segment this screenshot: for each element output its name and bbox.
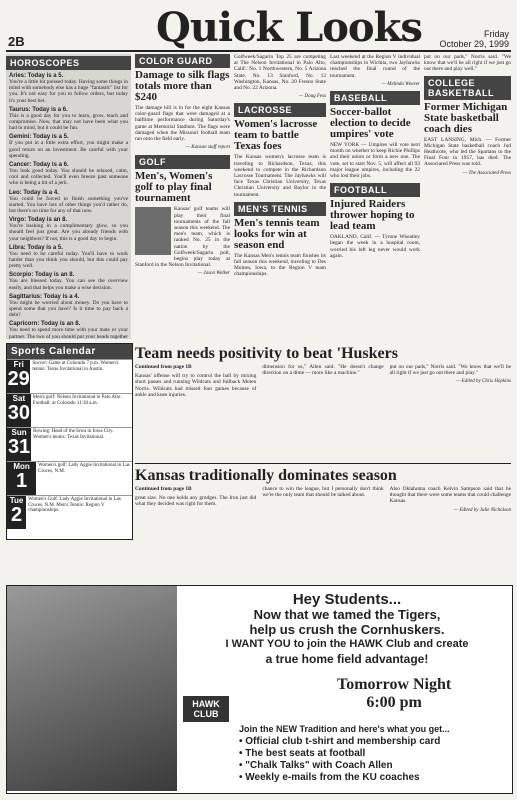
golf-headline: Men's, Women's golf to play final tournament	[135, 170, 213, 205]
college-basketball-headline: Former Michigan State basketball coach dies	[424, 100, 508, 135]
page-title: Quick Looks	[156, 4, 422, 51]
color-guard-credit: — Kansan staff report	[185, 145, 230, 151]
calendar-day-number: 29	[7, 368, 30, 390]
calendar-weekday: Tue	[9, 496, 24, 505]
ad-line5: a true home field advantage!	[265, 652, 429, 666]
college-basketball-label: COLLEGE BASKETBALL	[424, 76, 511, 100]
college-basketball-credit: — The Associated Press	[462, 170, 511, 176]
sports-calendar-label: Sports Calendar	[7, 344, 132, 359]
story-kansas-text3: Also Oklahoma coach Kelvin Sampson said that he thought that there were some teams that could challenge Kansas.	[389, 486, 511, 505]
horoscope-text: You're basking in a complimentary glow, so you should feel just great. Are you already friends with your neighbors? If not, this is a good day to begin.	[9, 223, 128, 242]
calendar-events: Rowing: Head of the Iowa in Iowa City. Women's tennis: Texas Invitational.	[33, 429, 114, 440]
tennis-continued-body: Last weekend at the Region V individual championships in Wichita, two Jayhawks reached the final round of the tournament.	[330, 54, 420, 79]
ad-time-block	[337, 676, 451, 712]
ad-time-title: Tomorrow Night	[337, 676, 452, 693]
story-huskers-col3	[390, 364, 511, 401]
calendar-events: Men's golf: Nelson Invitational in Palo Alto. Football: at Colorado 11:30 a.m.	[32, 395, 122, 406]
horoscope-text: If you put in a little extra effort, you might make a good return on an investment. Be careful with your spending.	[9, 140, 128, 159]
horoscope-sign: Capricorn: Today is an 8.	[9, 321, 81, 328]
calendar-day-row	[7, 495, 132, 529]
tennis-headline: Men's tennis team looks for win at season end	[234, 216, 320, 251]
calendar-day-row	[7, 393, 132, 427]
football-continued-body: put on our pads," Norris said. "We know that we'll be all right if we just go out there and play well."	[424, 54, 511, 73]
calendar-day	[7, 394, 31, 427]
calendar-weekday: Sun	[11, 428, 27, 437]
issue-day: Friday	[483, 29, 509, 39]
horoscope-text: You could be forced to finish something you've started. You have lots of other things you'd rather do, but there's no time for any of that now.	[9, 195, 128, 215]
baseball-headline: Soccer-ballot election to decide umpires' vote	[330, 106, 411, 141]
calendar-day	[7, 428, 31, 461]
story-huskers-text3: put on our pads," Norris said. "We know that we'll be all right if we just go out there and play."	[389, 364, 511, 377]
story-huskers-col2	[262, 364, 383, 401]
baseball-column	[330, 54, 420, 339]
calendar-day-row	[7, 359, 132, 393]
horoscope-sign: Libra: Today is a 5.	[9, 244, 63, 251]
calendar-weekday: Sat	[12, 394, 26, 403]
story-huskers	[135, 343, 511, 463]
ad-join: Join the NEW Tradition and here's what you get...	[239, 724, 450, 734]
ad-perk-item: • The best seats at football	[239, 748, 366, 759]
calendar-weekday: Fri	[13, 360, 24, 369]
ad-perk-item: • Official club t-shirt and membership card	[239, 736, 441, 747]
golf-credit: — Jason Welker	[197, 271, 230, 277]
college-basketball-body: EAST LANSING, Mich. — Former Michigan State basketball coach Jud Heathcote, who led the Spartans to the Final Four in 1957, has died. The Associated Press was told.	[424, 136, 511, 168]
calendar-day	[7, 360, 30, 393]
story-huskers-columns	[135, 364, 511, 401]
horoscope-text: You need to spend more time with your mate or your partner. The two of you should put your heads together	[9, 327, 128, 339]
football-label: FOOTBALL	[330, 183, 420, 197]
story-kansas-columns	[135, 486, 511, 517]
tennis-label: MEN'S TENNIS	[234, 202, 326, 216]
baseball-label: BASEBALL	[330, 91, 420, 105]
golf-body: Kansas' golf teams will play their final tournaments of the fall season this weekend. The men's team, which is ranked No. 25 in the nation by the Golfweek/Sagarin poll, begins play today at Stanford in the Nelson Invitational.	[135, 206, 230, 269]
ad-perk-text: "Chalk Talks" with Coach Allen	[245, 760, 393, 771]
ad-perk-text: The best seats at football	[245, 748, 366, 759]
ad-time: 6:00 pm	[366, 694, 422, 711]
coach-photo	[7, 586, 177, 791]
hawk-club-ad	[6, 585, 513, 794]
story-huskers-headline: Team needs positivity to beat 'Huskers	[135, 345, 398, 362]
hawk-club-logo: HAWK CLUB	[183, 696, 229, 722]
ad-line3: help us crush the Cornhuskers.	[249, 622, 445, 637]
story-kansas-continued: Continued from page 1B	[135, 486, 192, 492]
ad-perk-item: • Weekly e-mails from the KU coaches	[239, 772, 420, 783]
lacrosse-body: The Kansas women's lacrosse team is traveling to Richardson, Texas, this weekend to compete in the Richardson Lacrosse Tournament. The Jayhawks will face Texas Christian University, Texas Christian University and Baylor in the tournament.	[234, 154, 326, 198]
baseball-body: NEW YORK — Umpires will vote next month on whether to keep Richie Phillips and their union or form a new one. The vote, set to start Nov. 5, will affect all 93 major league umpires, including the 22 who lost their jobs.	[330, 142, 420, 180]
calendar-day	[7, 462, 36, 495]
ad-line2: Now that we tamed the Tigers,	[253, 607, 441, 622]
horoscope-sign: Scorpio: Today is an 8.	[9, 272, 75, 279]
horoscope-sign: Leo: Today is a 4.	[9, 189, 59, 196]
color-guard-body: The damage bill is in for the eight Kansas color-guard flags that were damaged at a halftime performance during Saturday's game at Memorial Stadium. The flags were damaged when the Missouri football team ran onto the field early.	[135, 105, 230, 143]
story-kansas-headline: Kansas traditionally dominates season	[135, 467, 397, 484]
lacrosse-label: LACROSSE	[234, 103, 326, 117]
horoscope-text: This is a good day for you to learn, grow, teach and compromise. Now, that may not have been what you had in mind, but it could be fun.	[9, 112, 128, 132]
story-kansas-col2	[262, 486, 383, 517]
horoscope-text: You are blessed today. You can see the overview easily, and that helps you make a wise decision.	[9, 278, 128, 291]
issue-date-text: October 29, 1999	[439, 39, 509, 49]
football-headline: Injured Raiders thrower hoping to lead team	[330, 198, 415, 233]
horoscope-sign: Taurus: Today is a 6.	[9, 106, 68, 113]
calendar-events: Women's Golf: Lady Aggie Invitational in Las Cruces, N.M. Men's Tennis: Region V championships.	[28, 497, 121, 514]
horoscopes-label: HOROSCOPES	[6, 56, 131, 70]
story-kansas-season	[135, 463, 511, 582]
horoscope-list	[9, 73, 128, 339]
color-guard-label: COLOR GUARD	[135, 54, 230, 68]
calendar-day	[7, 496, 26, 529]
story-huskers-col1	[135, 364, 256, 401]
sports-calendar	[6, 343, 133, 540]
calendar-day-number: 1	[16, 470, 28, 492]
story-huskers-text1: Kansas' offense will try to control the ball by mixing short passes and running Wildcats and fullback Moten Norris. Wildcats had missed four games because of ankle and knee injuries.	[135, 373, 257, 398]
calendar-day-number: 2	[10, 504, 23, 526]
story-kansas-text1: great size. No one holds any grudges. The Iron just did what they decided was right for them.	[135, 495, 257, 508]
calendar-day-number: 30	[7, 402, 31, 424]
ad-headline	[187, 592, 507, 667]
story-kansas-text2: chance to win the league, but I personally don't think we're the only team that should be talked about.	[262, 486, 384, 499]
lacrosse-column	[234, 54, 326, 339]
page-header	[6, 4, 511, 52]
ad-perk-text: Weekly e-mails from the KU coaches	[245, 772, 420, 783]
calendar-rows	[7, 359, 132, 529]
story-huskers-credit: — Edited by Chris Hopkins	[455, 379, 511, 385]
horoscope-text: You look good today. You should be relaxed, calm, cool and collected. You'll even breeze past someone who is being a bit of a jerk.	[9, 168, 128, 187]
color-guard-headline: Damage to silk flags totals more than $240	[135, 69, 230, 103]
calendar-events: Women's golf: Lady Aggie Invitational in Las Cruces, N.M.	[38, 463, 130, 474]
ad-perk-text: Official club t-shirt and membership card	[245, 736, 441, 747]
story-huskers-continued: Continued from page 1B	[135, 364, 192, 370]
color-guard-column	[135, 54, 230, 339]
basketball-column	[424, 54, 511, 339]
ad-perk-item: • "Chalk Talks" with Coach Allen	[239, 760, 393, 771]
calendar-weekday: Mon	[13, 462, 30, 471]
story-huskers-text2: dimension for us," Allen said. "He doesn't change direction on a dime — more like a machine."	[262, 364, 384, 377]
ad-perks	[239, 736, 509, 784]
golf-label: GOLF	[135, 155, 230, 169]
golf-continued-body: Golfweek/Sagarin Top 25 are competing at The Nelson Invitational in Palo Alto, Calif.: No. 1 Northwestern, No. 5 Arizona State, No. 13 Stanford, No. 13 Washington, Kansas, No. 20 Fresno State and No. 22 Arizona.	[234, 54, 326, 92]
horoscope-text: You need to be careful today. You'll have to work harder than you think you should, but this could pay pretty well.	[9, 250, 128, 270]
horoscope-sign: Virgo: Today is an 8.	[9, 217, 68, 224]
tennis-continued-credit: — Melinda Weaver	[381, 81, 420, 87]
horoscope-text: You're a little bit pressed today. Having some things in mind with somebody else has a huge "fantastic" list for you. It's not easy for you to follow orders, but today it's your best bet.	[9, 79, 128, 104]
ad-join-block	[239, 724, 509, 784]
horoscopes-column	[6, 54, 131, 339]
golf-photo	[135, 207, 171, 255]
calendar-day-number: 31	[7, 436, 31, 458]
lacrosse-headline: Women's lacrosse team to battle Texas foes	[234, 118, 318, 153]
tennis-body: The Kansas Men's tennis team finishes its fall season this weekend, traveling to Des Moines, Iowa, to the Region V team championships.	[234, 252, 326, 278]
golf-continued-credit: — Doug Fess	[298, 94, 326, 100]
horoscope-sign: Sagittarius: Today is a 4.	[9, 293, 80, 300]
issue-date	[439, 29, 509, 49]
story-kansas-col1	[135, 486, 256, 517]
horoscope-text: You might be worried about money. Do you have to spend some that you have? Is it time to pay back a debt?	[9, 299, 128, 319]
calendar-events: Soccer: Game at Colorado 7 p.m. Women's tennis: Texas Invitational in Austin.	[32, 361, 119, 372]
ad-line1: Hey Students...	[292, 591, 402, 608]
story-kansas-col3	[390, 486, 511, 517]
horoscope-sign: Aries: Today is a 5.	[9, 73, 64, 79]
story-kansas-credit: — Edited by Julie Nicholson	[453, 507, 511, 513]
calendar-day-row	[7, 427, 132, 461]
horoscope-sign: Gemini: Today is a 5.	[9, 134, 69, 141]
football-body: OAKLAND, Calif. — Tyrone Wheatley began the week in a hospital room, worried his left leg never would work again.	[330, 234, 420, 259]
page-number: 2B	[8, 34, 25, 49]
ad-line4: I WANT YOU to join the HAWK Club and create	[225, 638, 469, 650]
calendar-day-row	[7, 461, 132, 495]
horoscope-sign: Cancer: Today is a 6.	[9, 162, 69, 169]
